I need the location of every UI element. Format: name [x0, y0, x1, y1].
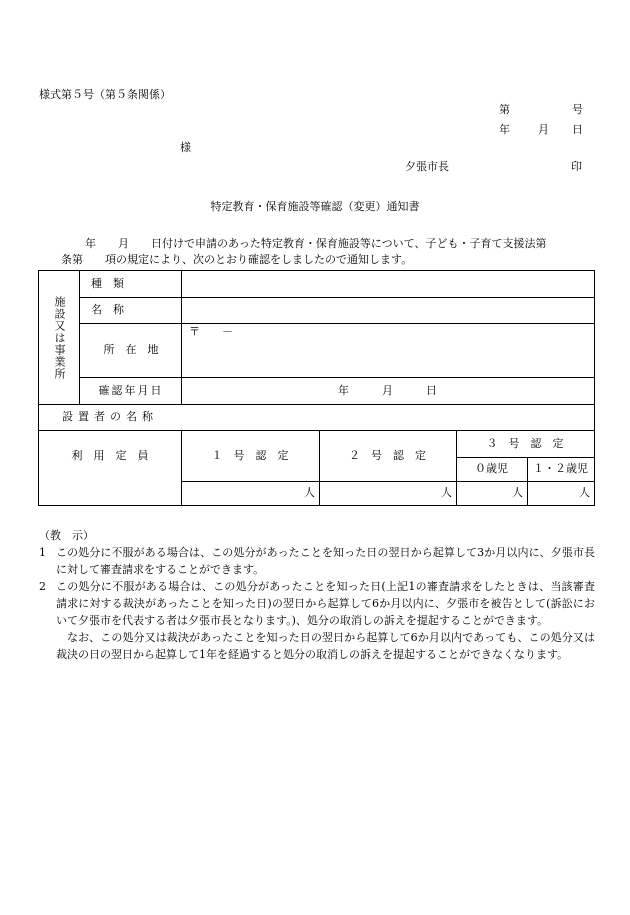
establisher-label: 設置者の名称	[62, 410, 158, 423]
note-item-2-text: この処分に不服がある場合は、この処分があったことを知った日(上記1の審査請求をしたときは、当該審査請求に対する裁決があったことを知った日)の翌日から起算して6か月以内に、夕張市を被告として(訴訟において夕張市を代表する者は夕張市長となります。)、処分の取消しの訴えを提起することができます。	[56, 580, 595, 627]
issuer-name: 夕張市長	[405, 160, 449, 173]
cert2-label: ２ 号 認 定	[349, 448, 426, 462]
confirm-date-label-cell	[83, 377, 179, 404]
doc-no-prefix: 第	[499, 103, 510, 116]
date-day: 日	[572, 123, 583, 136]
name-label-cell	[91, 297, 171, 323]
capacity-label-cell	[39, 430, 181, 481]
date-month: 月	[538, 123, 549, 136]
confirmation-table	[38, 270, 595, 506]
note-item-1-text: この処分に不服がある場合は、この処分があったことを知った日の翌日から起算して3か月以内に、夕張市長に対して審査請求をすることができます。	[56, 546, 595, 576]
note-item-1	[39, 544, 595, 578]
type-label: 種 類	[91, 277, 124, 290]
cert3-label: ３ 号 認 定	[486, 436, 564, 450]
age12-cell	[527, 457, 594, 481]
instruction-notes	[39, 527, 595, 663]
address-label-cell	[91, 323, 171, 377]
intro-text	[39, 236, 595, 268]
facility-group-label: 施設又は事業所	[53, 295, 66, 380]
intro-line-1: 年 月 日付けで申請のあった特定教育・保育施設等について、子ども・子育て支援法第	[85, 237, 547, 250]
confirm-date-value: 年 月 日	[338, 383, 437, 397]
age0-unit-cell	[456, 481, 523, 505]
postal-mark: 〒 －	[189, 325, 233, 338]
addressee-suffix: 様	[180, 141, 191, 154]
age12-unit: 人	[579, 486, 590, 499]
capacity-label: 利 用 定 員	[71, 448, 149, 462]
address-label: 所 在 地	[103, 343, 159, 356]
age0-cell	[456, 457, 527, 481]
notes-heading: （教 示）	[39, 529, 94, 542]
note-item-2-paragraph: なお、この処分又は裁決があったことを知った日の翌日から起算して6か月以内であっても、この処分又は裁決の日の翌日から起算して1年を経過すると処分の取消しの訴えを提起することができなくなります。	[56, 631, 595, 661]
doc-no-suffix: 号	[572, 103, 583, 116]
cert2-unit-cell	[319, 481, 452, 505]
document-title: 特定教育・保育施設等確認（変更）通知書	[210, 200, 420, 213]
cert1-label: １ 号 認 定	[211, 448, 289, 462]
age12-unit-cell	[527, 481, 590, 505]
cert3-cell	[456, 430, 594, 457]
establisher-label-cell	[39, 404, 181, 430]
cert1-unit-cell	[181, 481, 315, 505]
cert2-cell	[319, 430, 456, 481]
confirm-date-label: 確認年月日	[98, 383, 164, 397]
age0-unit: 人	[512, 486, 523, 499]
note-item-2	[39, 578, 595, 629]
intro-line-2: 条第 項の規定により、次のとおり確認をしましたので通知します。	[61, 253, 413, 266]
form-number: 様式第５号（第５条関係）	[39, 88, 171, 101]
name-label: 名 称	[91, 303, 124, 316]
type-label-cell	[91, 271, 171, 297]
cert1-cell	[181, 430, 319, 481]
note-item-1-number: 1	[39, 546, 46, 559]
age0-label: ０歳児	[475, 462, 508, 475]
date-year: 年	[499, 123, 510, 136]
note-item-2-number: 2	[39, 580, 46, 593]
seal-mark: 印	[571, 160, 582, 173]
cert1-unit: 人	[304, 486, 315, 499]
cert2-unit: 人	[441, 486, 452, 499]
confirm-date-value-cell	[181, 377, 594, 404]
age12-label: １・２歳児	[533, 462, 588, 475]
